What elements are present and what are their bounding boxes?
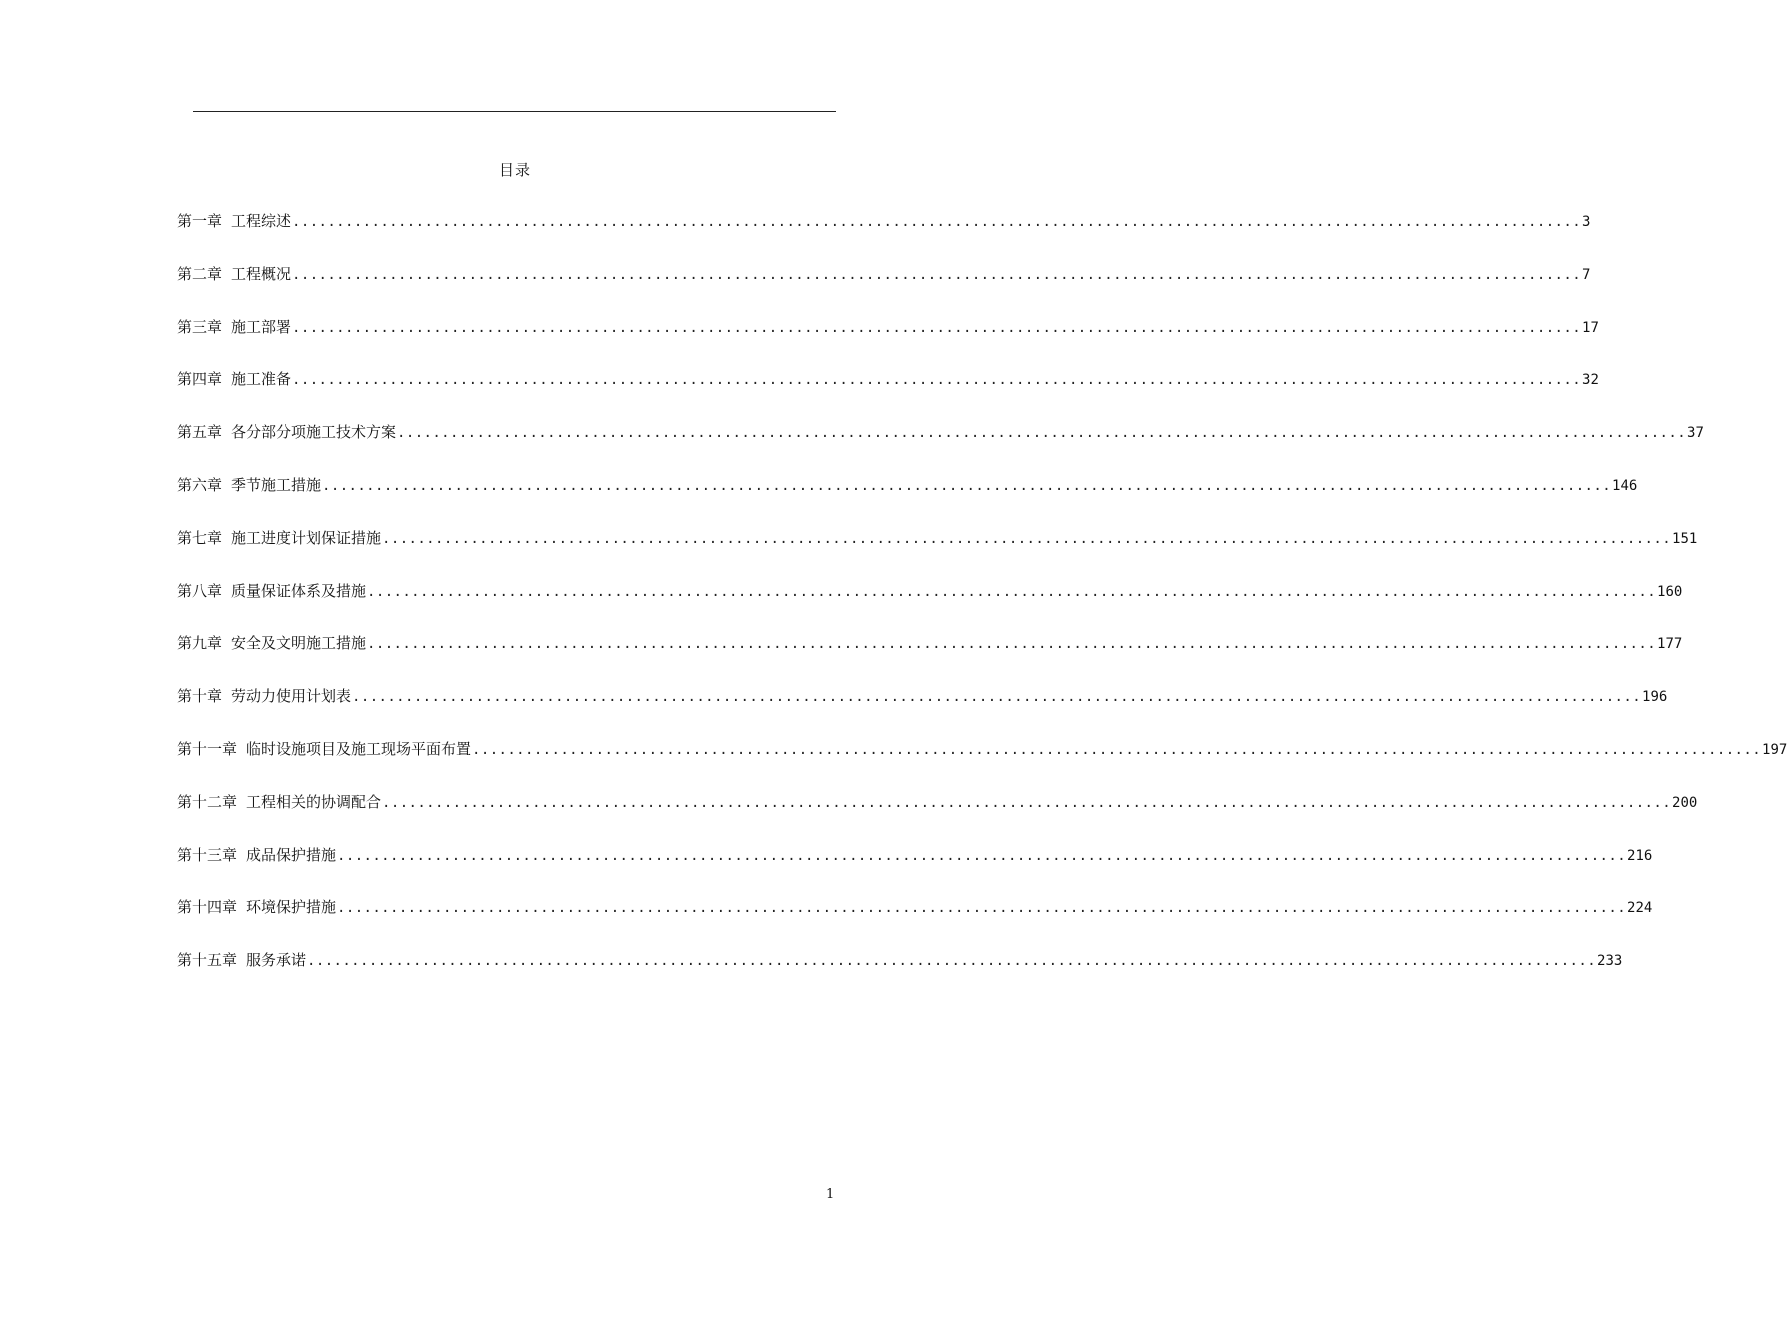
toc-chapter-number: 第十三章 xyxy=(177,845,238,864)
toc-chapter-heading: 各分部分项施工技术方案 xyxy=(231,423,397,442)
toc-chapter-heading: 服务承诺 xyxy=(246,951,307,970)
toc-chapter-number: 第十二章 xyxy=(177,792,238,811)
toc-chapter-heading: 环境保护措施 xyxy=(246,898,337,917)
toc-dot-leader: .................................................................................................................................................. xyxy=(322,477,1612,494)
toc-chapter-heading: 施工进度计划保证措施 xyxy=(231,528,382,547)
toc-entry[interactable] xyxy=(177,792,1698,845)
toc-chapter-number: 第十章 xyxy=(177,687,223,706)
toc-page-number: 177 xyxy=(1657,636,1683,653)
toc-entry[interactable] xyxy=(177,528,1698,581)
toc-entry[interactable] xyxy=(177,211,1591,264)
toc-chapter-number: 第九章 xyxy=(177,634,223,653)
toc-chapter-heading: 劳动力使用计划表 xyxy=(231,687,352,706)
toc-page-number: 233 xyxy=(1597,953,1623,970)
toc-dot-leader: .................................................................................................................................................. xyxy=(337,900,1627,917)
toc-chapter-number: 第五章 xyxy=(177,423,223,442)
toc-page-number: 196 xyxy=(1642,689,1668,706)
toc-chapter-number: 第十一章 xyxy=(177,739,238,758)
toc-chapter-heading: 工程概况 xyxy=(231,264,292,283)
toc-dot-leader: .................................................................................................................................................. xyxy=(292,266,1582,283)
toc-dot-leader: .................................................................................................................................................. xyxy=(292,319,1582,336)
toc-entry[interactable] xyxy=(177,264,1591,317)
toc-page-number: 216 xyxy=(1627,847,1653,864)
toc-dot-leader: .................................................................................................................................................. xyxy=(337,847,1627,864)
toc-chapter-number: 第四章 xyxy=(177,370,223,389)
toc-chapter-number: 第六章 xyxy=(177,475,223,494)
toc-page-number: 160 xyxy=(1657,583,1683,600)
page-number: 1 xyxy=(826,1187,835,1202)
toc-dot-leader: .................................................................................................................................................. xyxy=(292,372,1582,389)
toc-chapter-number: 第十四章 xyxy=(177,898,238,917)
toc-dot-leader: .................................................................................................................................................. xyxy=(367,636,1657,653)
toc-chapter-heading: 施工部署 xyxy=(231,317,292,336)
toc-dot-leader: .................................................................................................................................................. xyxy=(307,953,1597,970)
toc-entry[interactable] xyxy=(177,950,1623,1003)
toc-entry[interactable] xyxy=(177,581,1683,634)
toc-dot-leader: .................................................................................................................................................. xyxy=(472,741,1762,758)
toc-dot-leader: .................................................................................................................................................. xyxy=(397,425,1687,442)
toc-page-number: 17 xyxy=(1582,319,1599,336)
toc-chapter-number: 第三章 xyxy=(177,317,223,336)
toc-chapter-heading: 工程综述 xyxy=(231,212,292,230)
toc-chapter-number: 第八章 xyxy=(177,581,223,600)
toc-entry[interactable] xyxy=(177,739,1787,792)
toc-chapter-number: 第七章 xyxy=(177,528,223,547)
toc-entry[interactable] xyxy=(177,897,1653,950)
toc-entry[interactable] xyxy=(177,633,1683,686)
toc-entry[interactable] xyxy=(177,475,1638,528)
header-rule xyxy=(193,111,836,112)
toc-entry[interactable] xyxy=(177,369,1599,422)
toc-entry[interactable] xyxy=(177,845,1653,898)
toc-page-number: 32 xyxy=(1582,372,1599,389)
toc-dot-leader: .................................................................................................................................................. xyxy=(292,214,1582,230)
toc-page-number: 146 xyxy=(1612,477,1638,494)
toc-chapter-number: 第二章 xyxy=(177,264,223,283)
toc-page-number: 224 xyxy=(1627,900,1653,917)
toc-chapter-heading: 临时设施项目及施工现场平面布置 xyxy=(246,739,472,758)
toc-chapter-heading: 成品保护措施 xyxy=(246,845,337,864)
toc-chapter-heading: 安全及文明施工措施 xyxy=(231,634,367,653)
toc-page-number: 3 xyxy=(1582,214,1591,230)
toc-page-number: 197 xyxy=(1762,741,1787,758)
toc-dot-leader: .................................................................................................................................................. xyxy=(352,689,1642,706)
toc-dot-leader: .................................................................................................................................................. xyxy=(382,530,1672,547)
toc-chapter-number: 第十五章 xyxy=(177,951,238,970)
toc-title: 目录 xyxy=(498,161,531,179)
toc-page-number: 200 xyxy=(1672,794,1698,811)
toc-chapter-heading: 季节施工措施 xyxy=(231,475,322,494)
toc-chapter-heading: 质量保证体系及措施 xyxy=(231,581,367,600)
toc-dot-leader: .................................................................................................................................................. xyxy=(367,583,1657,600)
toc-page-number: 37 xyxy=(1687,425,1704,442)
toc-page-number: 151 xyxy=(1672,530,1698,547)
toc-entry[interactable] xyxy=(177,317,1599,370)
toc-chapter-heading: 工程相关的协调配合 xyxy=(246,792,382,811)
toc-dot-leader: .................................................................................................................................................. xyxy=(382,794,1672,811)
toc-page-number: 7 xyxy=(1582,266,1591,283)
toc-chapter-number: 第一章 xyxy=(177,212,223,230)
toc-entry[interactable] xyxy=(177,686,1668,739)
table-of-contents xyxy=(177,211,1787,1003)
toc-entry[interactable] xyxy=(177,422,1704,475)
toc-chapter-heading: 施工准备 xyxy=(231,370,292,389)
